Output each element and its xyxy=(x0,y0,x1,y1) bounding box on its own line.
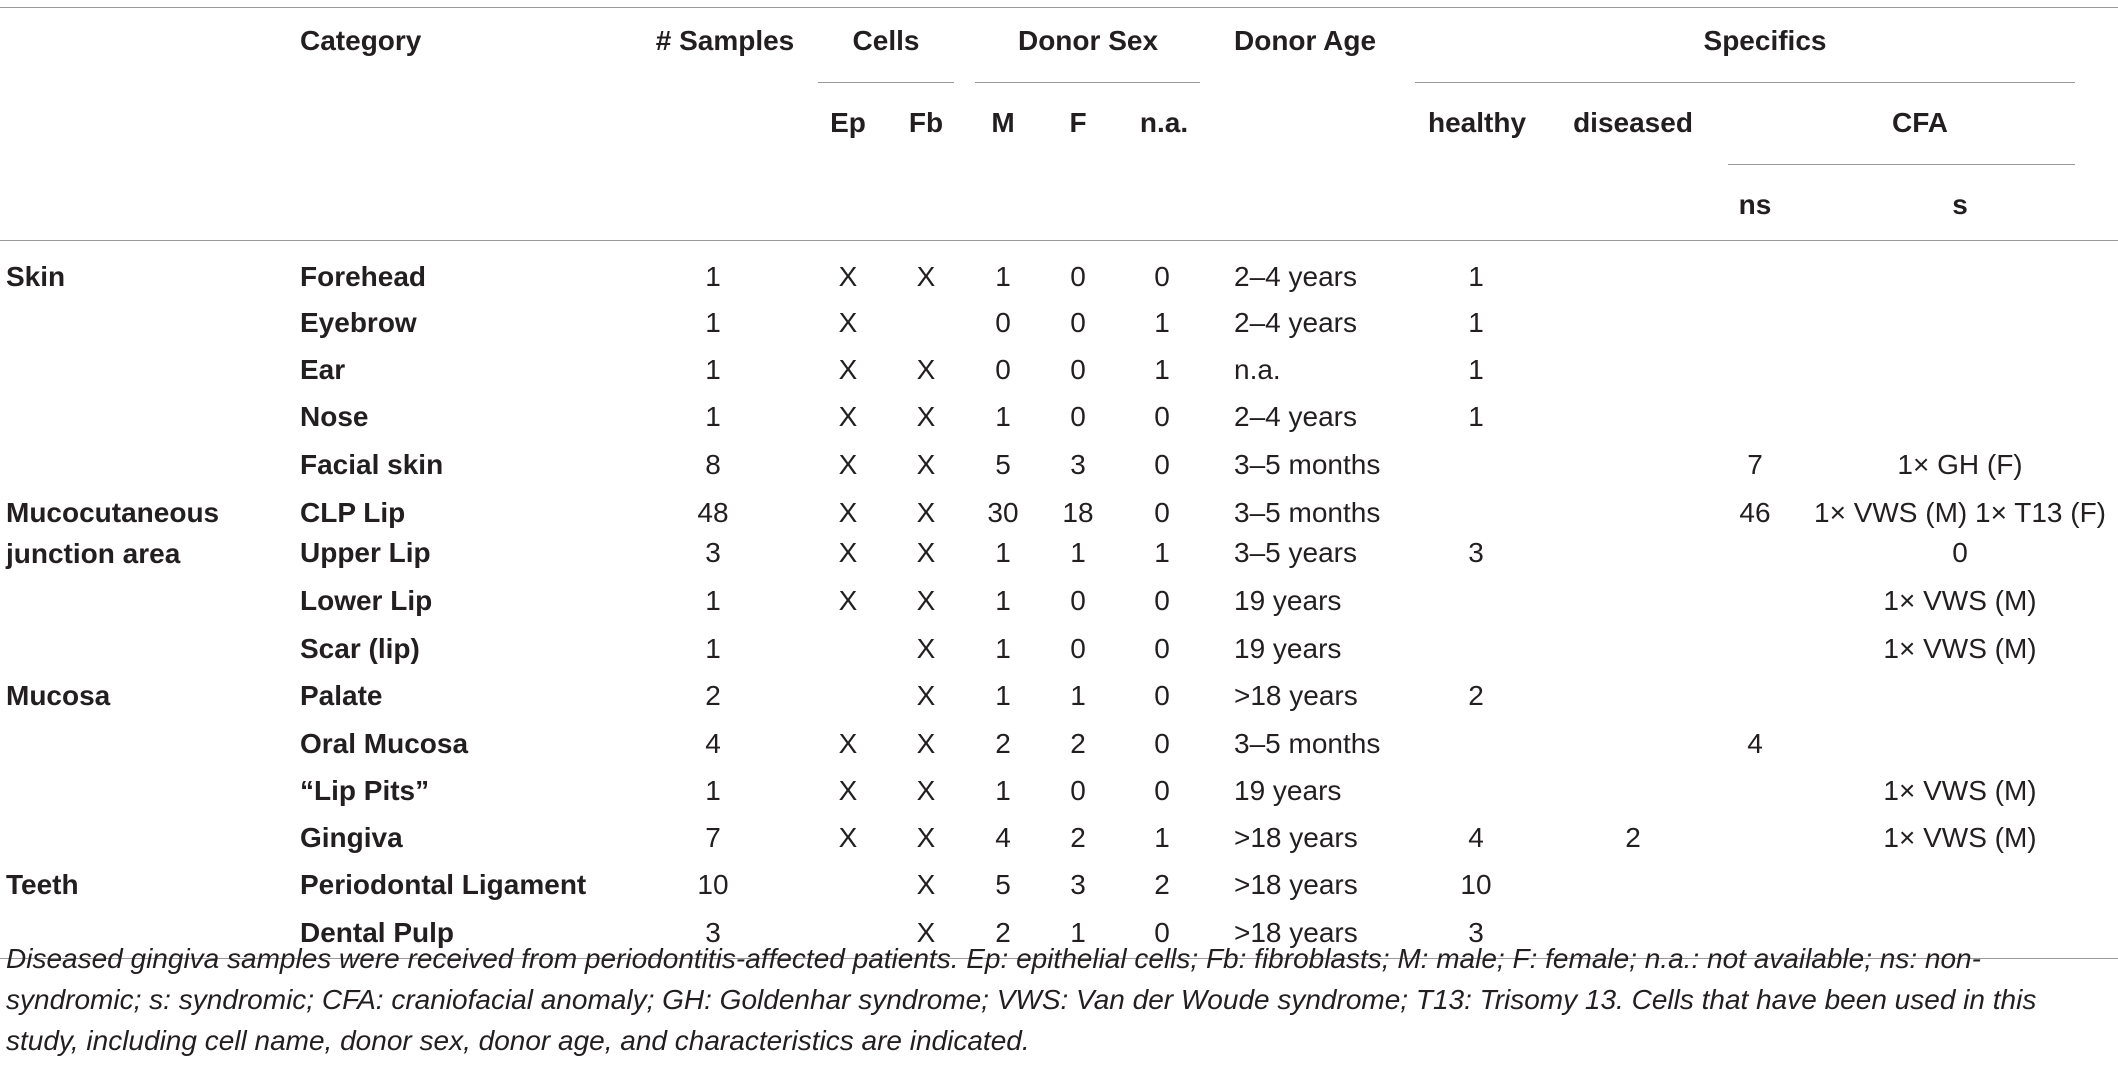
cell-ep: X xyxy=(838,775,858,806)
cell-samples: 1 xyxy=(705,775,721,806)
donor-sex-rule xyxy=(975,82,1200,83)
cell-category: Scar (lip) xyxy=(300,633,420,664)
cell-category: CLP Lip xyxy=(300,497,406,528)
header-donor-sex: Donor Sex xyxy=(1017,25,1159,56)
cell-m: 1 xyxy=(995,775,1011,806)
cell-m: 1 xyxy=(995,680,1011,711)
cell-age: >18 years xyxy=(1234,822,1358,853)
cell-healthy: 10 xyxy=(1460,869,1492,900)
cell-m: 1 xyxy=(995,633,1011,664)
cell-m: 30 xyxy=(987,497,1019,528)
header-m: M xyxy=(991,107,1015,138)
cell-age: 19 years xyxy=(1234,775,1342,806)
cell-age: 2–4 years xyxy=(1234,261,1357,292)
cell-s: 1× VWS (M) xyxy=(1883,775,2037,806)
group-mucosa: Mucosa xyxy=(6,680,111,711)
cell-ep: X xyxy=(838,354,858,385)
cell-age: 3–5 months xyxy=(1234,449,1381,480)
header-diseased: diseased xyxy=(1573,107,1693,138)
cell-na: 0 xyxy=(1154,728,1170,759)
cell-ep: X xyxy=(838,585,858,616)
cell-age: 19 years xyxy=(1234,633,1342,664)
cell-f: 3 xyxy=(1070,869,1086,900)
cell-samples: 7 xyxy=(705,822,721,853)
header-cells: Cells xyxy=(852,25,920,56)
cell-age: 19 years xyxy=(1234,585,1342,616)
cell-ns: 46 xyxy=(1739,497,1771,528)
cell-na: 1 xyxy=(1154,537,1170,568)
cell-na: 0 xyxy=(1154,401,1170,432)
cell-fb: X xyxy=(916,869,936,900)
cell-s: 1× GH (F) xyxy=(1897,449,2023,480)
cell-f: 1 xyxy=(1070,537,1086,568)
cells-rule xyxy=(818,82,954,83)
cell-category: Oral Mucosa xyxy=(300,728,469,759)
cell-m: 1 xyxy=(995,537,1011,568)
cell-category: Facial skin xyxy=(300,449,444,480)
cell-ep: X xyxy=(838,449,858,480)
group-mucocutaneous: Mucocutaneous xyxy=(6,497,220,528)
cell-f: 0 xyxy=(1070,307,1086,338)
cell-category: Ear xyxy=(300,354,346,385)
cell-samples: 8 xyxy=(705,449,721,480)
cell-age: 3–5 months xyxy=(1234,728,1381,759)
cell-ns: 7 xyxy=(1747,449,1763,480)
cell-fb: X xyxy=(916,449,936,480)
cell-m: 5 xyxy=(995,869,1011,900)
cell-m: 0 xyxy=(995,354,1011,385)
header-na: n.a. xyxy=(1139,107,1189,138)
cell-healthy: 3 xyxy=(1468,537,1484,568)
group-teeth: Teeth xyxy=(6,869,79,900)
cell-f: 0 xyxy=(1070,633,1086,664)
cell-fb: X xyxy=(916,775,936,806)
cell-fb: X xyxy=(916,822,936,853)
cell-na: 0 xyxy=(1154,917,1170,948)
cell-m: 2 xyxy=(995,728,1011,759)
cell-na: 0 xyxy=(1154,680,1170,711)
cell-category: Palate xyxy=(300,680,383,711)
cell-healthy: 1 xyxy=(1468,401,1484,432)
header-donor-age: Donor Age xyxy=(1234,25,1377,56)
header-ns: ns xyxy=(1738,189,1772,220)
cell-f: 3 xyxy=(1070,449,1086,480)
cell-na: 2 xyxy=(1154,869,1170,900)
cell-category: Lower Lip xyxy=(300,585,433,616)
cell-category: Forehead xyxy=(300,261,427,292)
cell-s: 1× VWS (M) xyxy=(1883,633,2037,664)
cell-samples: 48 xyxy=(697,497,729,528)
cell-fb: X xyxy=(916,261,936,292)
cell-healthy: 3 xyxy=(1468,917,1484,948)
cell-healthy: 1 xyxy=(1468,354,1484,385)
cell-samples: 4 xyxy=(705,728,721,759)
cell-samples: 3 xyxy=(705,917,721,948)
cell-samples: 10 xyxy=(697,869,729,900)
table-caption: Diseased gingiva samples were received from periodontitis-affected patients. Ep: epithelial cells; Fb: fibroblasts; M: male; F: female; n.a.: not available; ns: non-syndromic; s: syndromic; CFA: craniofacial anomaly; GH: Goldenhar syndrome; VWS: Van der Woude syndrome; T13: Trisomy 13. Cells that have been used in this study, including cell name, donor sex, donor age, and characteristics are indicated. xyxy=(6,943,2037,1056)
cell-age: 2–4 years xyxy=(1234,307,1357,338)
header-bottom-rule xyxy=(0,240,2118,241)
cell-m: 4 xyxy=(995,822,1011,853)
cell-healthy: 1 xyxy=(1468,307,1484,338)
cell-ep: X xyxy=(838,261,858,292)
cell-healthy: 4 xyxy=(1468,822,1484,853)
cell-age: 2–4 years xyxy=(1234,401,1357,432)
cell-samples: 1 xyxy=(705,261,721,292)
cell-fb: X xyxy=(916,537,936,568)
cell-f: 2 xyxy=(1070,822,1086,853)
header-ep: Ep xyxy=(830,107,866,138)
cell-fb: X xyxy=(916,680,936,711)
cell-category: “Lip Pits” xyxy=(300,775,430,806)
cell-na: 0 xyxy=(1154,585,1170,616)
cell-samples: 1 xyxy=(705,401,721,432)
cell-f: 0 xyxy=(1070,401,1086,432)
cell-f: 0 xyxy=(1070,775,1086,806)
group-skin: Skin xyxy=(6,261,66,292)
cell-age: 3–5 years xyxy=(1234,537,1357,568)
cell-m: 0 xyxy=(995,307,1011,338)
cell-s: 1× VWS (M) xyxy=(1883,585,2037,616)
cell-fb: X xyxy=(916,917,936,948)
cell-samples: 1 xyxy=(705,585,721,616)
cell-fb: X xyxy=(916,585,936,616)
header-specifics: Specifics xyxy=(1703,25,1827,56)
cell-category: Nose xyxy=(300,401,369,432)
cell-samples: 1 xyxy=(705,307,721,338)
cell-m: 1 xyxy=(995,261,1011,292)
cell-na: 0 xyxy=(1154,633,1170,664)
cell-samples: 3 xyxy=(705,537,721,568)
cell-ep: X xyxy=(838,497,858,528)
cell-f: 2 xyxy=(1070,728,1086,759)
cell-ep: X xyxy=(838,822,858,853)
cell-samples: 2 xyxy=(705,680,721,711)
group-mucocutaneous-line2: junction area xyxy=(6,538,181,569)
cell-fb: X xyxy=(916,728,936,759)
specifics-rule xyxy=(1415,82,2075,83)
cell-healthy: 1 xyxy=(1468,261,1484,292)
cell-na: 0 xyxy=(1154,775,1170,806)
cell-ns: 4 xyxy=(1747,728,1763,759)
cell-m: 1 xyxy=(995,585,1011,616)
table-top-rule xyxy=(0,7,2118,8)
cell-fb: X xyxy=(916,497,936,528)
cell-category: Upper Lip xyxy=(300,537,431,568)
cell-age: n.a. xyxy=(1234,354,1281,385)
cell-category: Gingiva xyxy=(300,822,403,853)
header-healthy: healthy xyxy=(1427,107,1527,138)
cell-age: >18 years xyxy=(1234,869,1358,900)
cell-na: 1 xyxy=(1154,354,1170,385)
cell-m: 5 xyxy=(995,449,1011,480)
cell-na: 0 xyxy=(1154,261,1170,292)
cell-f: 0 xyxy=(1070,354,1086,385)
cell-category: Dental Pulp xyxy=(300,917,455,948)
cell-fb: X xyxy=(916,633,936,664)
cfa-rule xyxy=(1728,164,2075,165)
cell-f: 0 xyxy=(1070,261,1086,292)
cell-s: 1× VWS (M) xyxy=(1883,822,2037,853)
cell-f: 18 xyxy=(1062,497,1094,528)
cell-na: 1 xyxy=(1154,307,1170,338)
cell-na: 0 xyxy=(1154,449,1170,480)
cell-m: 2 xyxy=(995,917,1011,948)
cell-fb: X xyxy=(916,354,936,385)
cell-age: 3–5 months xyxy=(1234,497,1381,528)
header-f: F xyxy=(1069,107,1087,138)
cell-f: 0 xyxy=(1070,585,1086,616)
header-category: Category xyxy=(300,25,422,56)
cell-ep: X xyxy=(838,537,858,568)
cell-ep: X xyxy=(838,401,858,432)
header-fb: Fb xyxy=(908,107,944,138)
cell-f: 1 xyxy=(1070,917,1086,948)
cell-diseased: 2 xyxy=(1625,822,1641,853)
cell-category: Eyebrow xyxy=(300,307,417,338)
cell-s: 0 xyxy=(1952,537,1968,568)
cell-na: 0 xyxy=(1154,497,1170,528)
cell-ep: X xyxy=(838,728,858,759)
header-s: s xyxy=(1952,189,1968,220)
cell-m: 1 xyxy=(995,401,1011,432)
cell-samples: 1 xyxy=(705,354,721,385)
cell-na: 1 xyxy=(1154,822,1170,853)
cell-age: >18 years xyxy=(1234,680,1358,711)
cell-f: 1 xyxy=(1070,680,1086,711)
cell-s: 1× VWS (M) 1× T13 (F) xyxy=(1814,497,2106,528)
cell-category: Periodontal Ligament xyxy=(300,869,587,900)
cell-healthy: 2 xyxy=(1468,680,1484,711)
cell-ep: X xyxy=(838,307,858,338)
cell-samples: 1 xyxy=(705,633,721,664)
header-samples: # Samples xyxy=(655,25,795,56)
header-cfa: CFA xyxy=(1892,107,1948,138)
cell-fb: X xyxy=(916,401,936,432)
cell-age: >18 years xyxy=(1234,917,1358,948)
